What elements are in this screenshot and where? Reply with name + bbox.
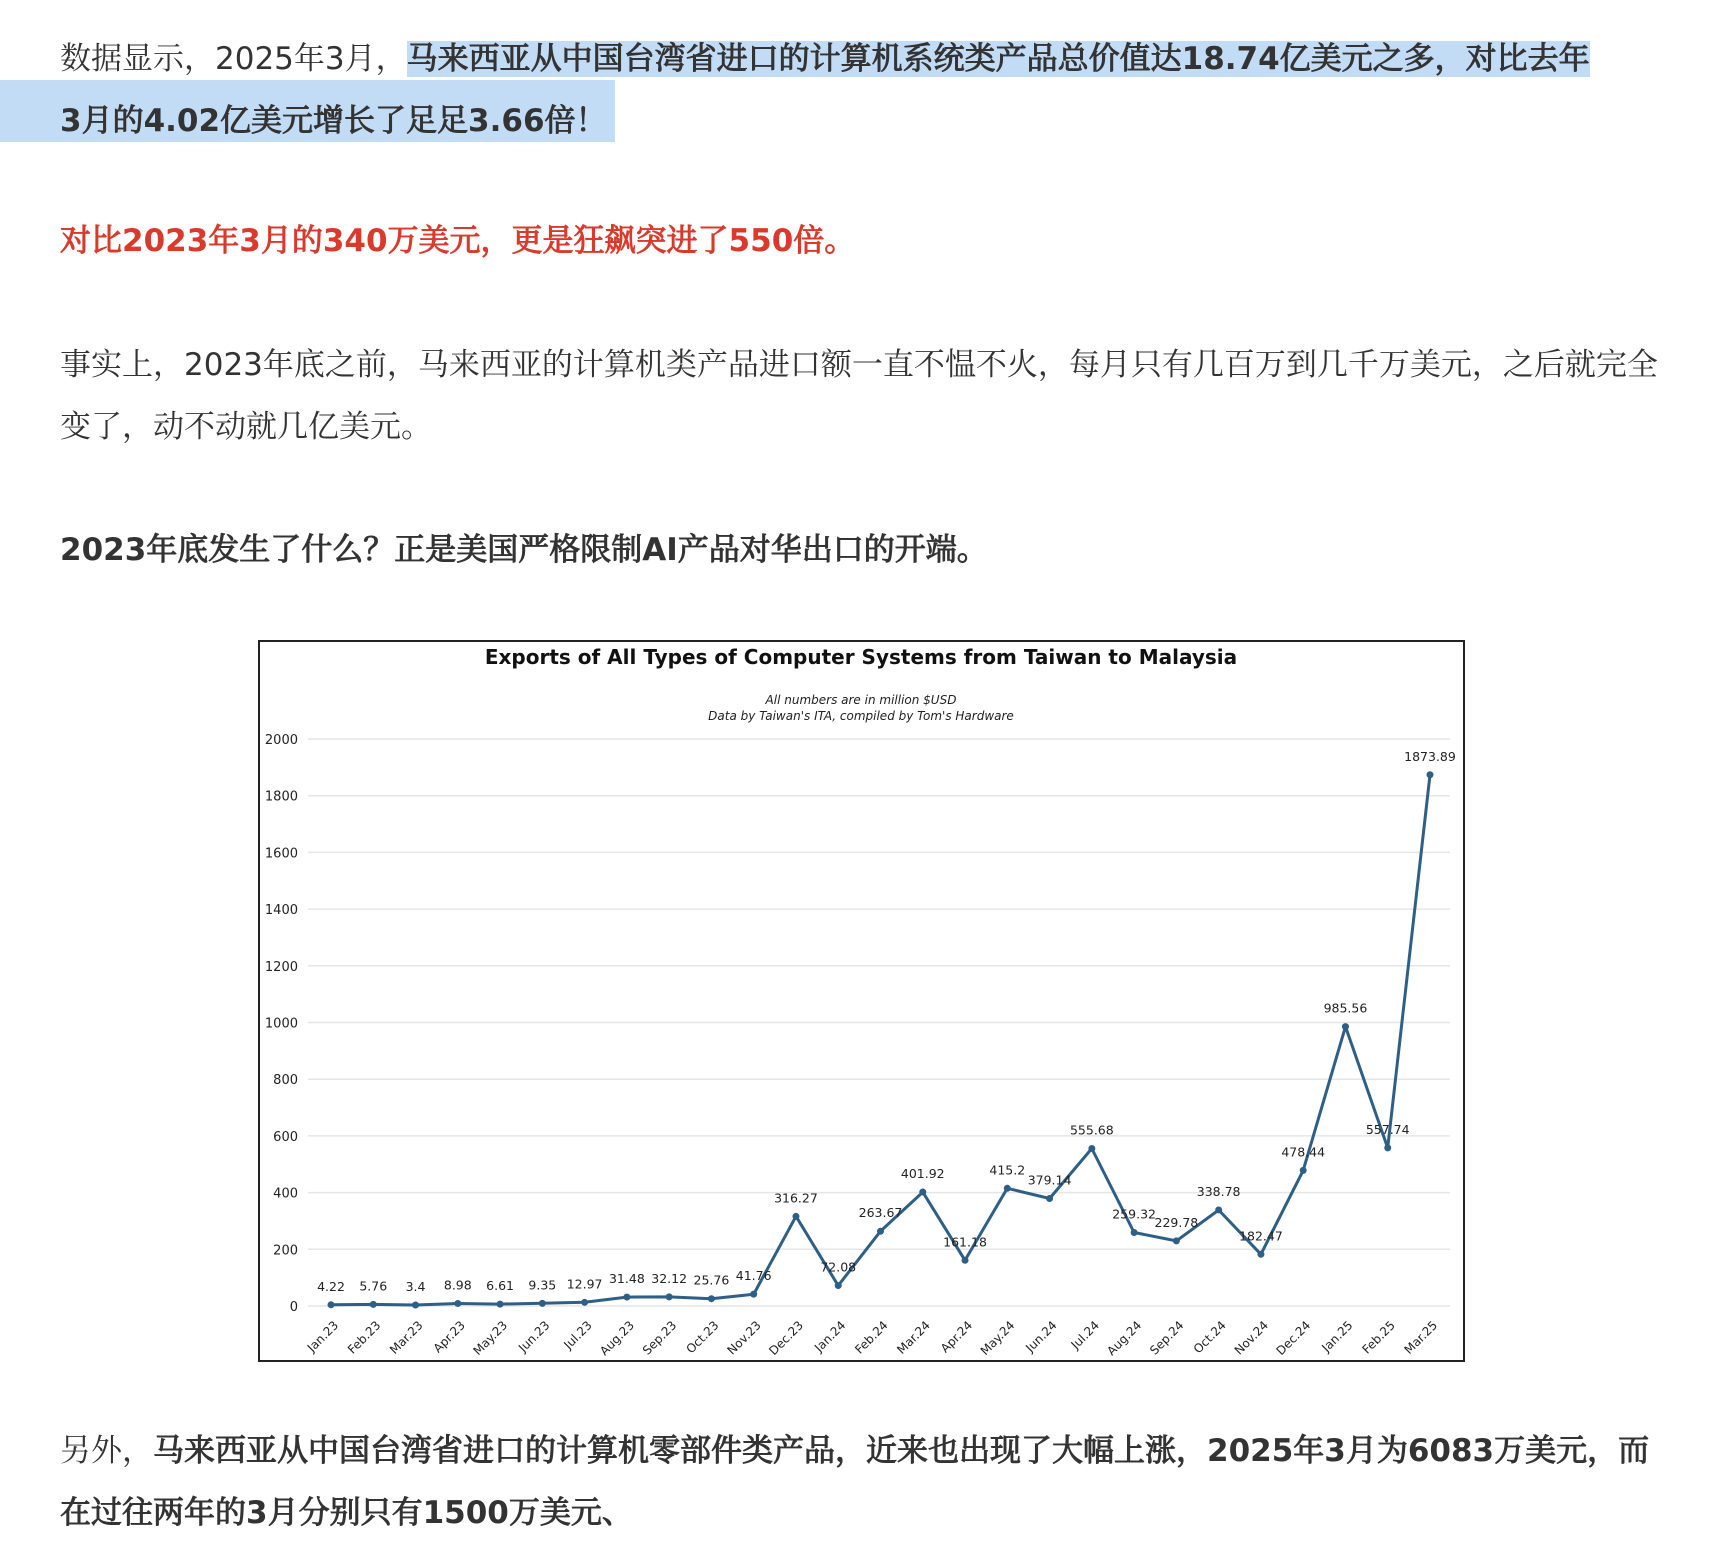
- x-tick-label: Feb.23: [344, 1318, 384, 1357]
- x-tick-label: Aug.24: [1104, 1318, 1145, 1359]
- data-label: 5.76: [359, 1278, 388, 1294]
- text-fade-overlay: [700, 1492, 1080, 1540]
- y-tick-label: 1800: [264, 789, 298, 805]
- y-tick-label: 0: [289, 1300, 298, 1315]
- paragraph-4-question: 2023年底发生了什么？正是美国严格限制AI产品对华出口的开端。: [60, 532, 988, 568]
- y-tick-label: 1000: [264, 1016, 298, 1032]
- data-label: 557.74: [1365, 1121, 1410, 1137]
- data-label: 182.47: [1239, 1228, 1283, 1244]
- paragraph-2-red: 对比2023年3月的340万美元，更是狂飙突进了550倍。: [60, 223, 856, 259]
- x-tick-label: Apr.24: [937, 1318, 976, 1356]
- data-point: [877, 1228, 884, 1235]
- data-label: 161.18: [943, 1234, 987, 1250]
- y-tick-label: 600: [273, 1129, 298, 1145]
- data-point: [750, 1291, 757, 1298]
- y-tick-label: 800: [273, 1073, 298, 1089]
- x-tick-label: Mar.23: [387, 1318, 426, 1357]
- x-tick-label: Oct.24: [1190, 1318, 1229, 1357]
- x-tick-label: Dec.24: [1273, 1318, 1314, 1359]
- x-tick-label: Aug.23: [597, 1318, 638, 1359]
- chart-subtitle-line-2: Data by Taiwan's ITA, compiled by Tom's Hardware: [708, 709, 1014, 723]
- data-point: [454, 1300, 461, 1307]
- y-tick-label: 2000: [264, 733, 298, 748]
- data-label: 72.08: [820, 1259, 857, 1275]
- data-label: 9.35: [528, 1277, 557, 1293]
- paragraph-1: [60, 28, 1660, 152]
- x-tick-label: Apr.23: [430, 1318, 468, 1356]
- data-label: 263.67: [858, 1205, 903, 1221]
- x-tick-label: Jul.24: [1068, 1318, 1102, 1352]
- x-tick-label: Mar.24: [894, 1318, 933, 1357]
- data-label: 338.78: [1196, 1183, 1241, 1199]
- data-point: [1004, 1185, 1011, 1192]
- x-tick-label: Mar.25: [1401, 1318, 1441, 1357]
- x-tick-label: Jun.24: [1023, 1318, 1060, 1355]
- data-label: 12.97: [566, 1276, 603, 1292]
- data-point: [581, 1299, 588, 1306]
- data-point: [792, 1213, 799, 1220]
- x-tick-label: Dec.23: [766, 1318, 807, 1359]
- data-label: 6.61: [486, 1278, 514, 1294]
- data-point: [1384, 1144, 1391, 1151]
- paragraph-5-bold: 马来西亚从中国台湾省进口的计算机零部件类产品，近来也出现了大幅上涨，2025年3月为6083万美元，而在过往两年的3月分别只有1500万美元、: [60, 1433, 1650, 1531]
- data-point: [623, 1294, 630, 1301]
- x-tick-label: Jun.23: [515, 1318, 553, 1355]
- x-tick-label: Nov.23: [724, 1318, 764, 1358]
- y-tick-label: 1400: [264, 903, 298, 919]
- data-point: [539, 1300, 546, 1307]
- data-label: 8.98: [443, 1277, 472, 1293]
- data-label: 259.32: [1112, 1206, 1156, 1222]
- x-tick-label: Nov.24: [1231, 1318, 1272, 1358]
- line-chart: [260, 642, 1463, 1360]
- x-tick-label: Oct.23: [683, 1318, 722, 1357]
- x-tick-label: Feb.24: [852, 1318, 891, 1357]
- data-label: 3.4: [405, 1279, 426, 1295]
- chart-title: Exports of All Types of Computer Systems from Taiwan to Malaysia: [484, 645, 1238, 669]
- data-point: [835, 1282, 842, 1289]
- data-point: [1257, 1251, 1264, 1258]
- data-label: 31.48: [608, 1271, 645, 1287]
- y-tick-label: 1200: [264, 959, 298, 975]
- x-tick-label: May.24: [977, 1318, 1018, 1358]
- x-tick-label: Jan.23: [304, 1318, 342, 1355]
- data-label: 25.76: [693, 1272, 730, 1288]
- data-point: [328, 1301, 335, 1308]
- data-label: 229.78: [1154, 1214, 1199, 1230]
- data-label: 316.27: [774, 1190, 818, 1206]
- data-point: [1215, 1206, 1222, 1213]
- data-label: 478.44: [1281, 1144, 1326, 1160]
- x-tick-label: Jan.24: [811, 1318, 849, 1355]
- data-point: [1300, 1167, 1307, 1174]
- x-tick-label: May.23: [470, 1318, 511, 1358]
- data-point: [1131, 1229, 1138, 1236]
- data-point: [1088, 1145, 1095, 1152]
- x-tick-label: Sep.23: [639, 1318, 680, 1358]
- data-point: [708, 1295, 715, 1302]
- data-label: 401.92: [900, 1166, 945, 1182]
- data-point: [919, 1189, 926, 1196]
- data-point: [666, 1293, 673, 1300]
- data-label: 4.22: [317, 1278, 345, 1294]
- data-label: 41.76: [735, 1268, 772, 1284]
- chart-frame: [258, 640, 1465, 1362]
- x-tick-label: Sep.24: [1147, 1318, 1187, 1358]
- paragraph-5-intro: 另外，: [60, 1433, 153, 1469]
- paragraph-1-intro: 数据显示，2025年3月，: [60, 41, 407, 77]
- data-label: 985.56: [1323, 1000, 1368, 1016]
- x-tick-label: Feb.25: [1359, 1318, 1398, 1357]
- chart-subtitle-line-1: All numbers are in million $USD: [765, 693, 957, 707]
- y-tick-label: 1600: [264, 846, 298, 862]
- data-point: [497, 1301, 504, 1308]
- data-point: [1342, 1023, 1349, 1030]
- x-tick-label: Jul.23: [561, 1318, 595, 1352]
- data-point: [962, 1257, 969, 1264]
- y-tick-label: 200: [273, 1243, 298, 1259]
- series-line: [331, 775, 1430, 1305]
- data-point: [1046, 1195, 1053, 1202]
- data-point: [412, 1302, 419, 1309]
- data-label: 415.2: [989, 1162, 1026, 1178]
- paragraph-1-highlight-cont: 3月的4.02亿美元增长了足足3.66倍！: [60, 103, 607, 139]
- data-point: [370, 1301, 377, 1308]
- paragraph-1-highlight: 马来西亚从中国台湾省进口的计算机系统类产品总价值达18.74亿美元之多，对比去年: [406, 41, 1590, 77]
- data-label: 1873.89: [1404, 748, 1456, 764]
- data-point: [1427, 771, 1434, 778]
- data-label: 379.14: [1027, 1172, 1072, 1188]
- y-tick-label: 400: [273, 1186, 298, 1202]
- x-tick-label: Jan.25: [1319, 1318, 1356, 1355]
- paragraph-3: 事实上，2023年底之前，马来西亚的计算机类产品进口额一直不愠不火，每月只有几百万到几千万美元，之后就完全变了，动不动就几亿美元。: [60, 347, 1658, 445]
- data-point: [1173, 1237, 1180, 1244]
- data-label: 555.68: [1069, 1122, 1114, 1138]
- data-label: 32.12: [651, 1270, 688, 1286]
